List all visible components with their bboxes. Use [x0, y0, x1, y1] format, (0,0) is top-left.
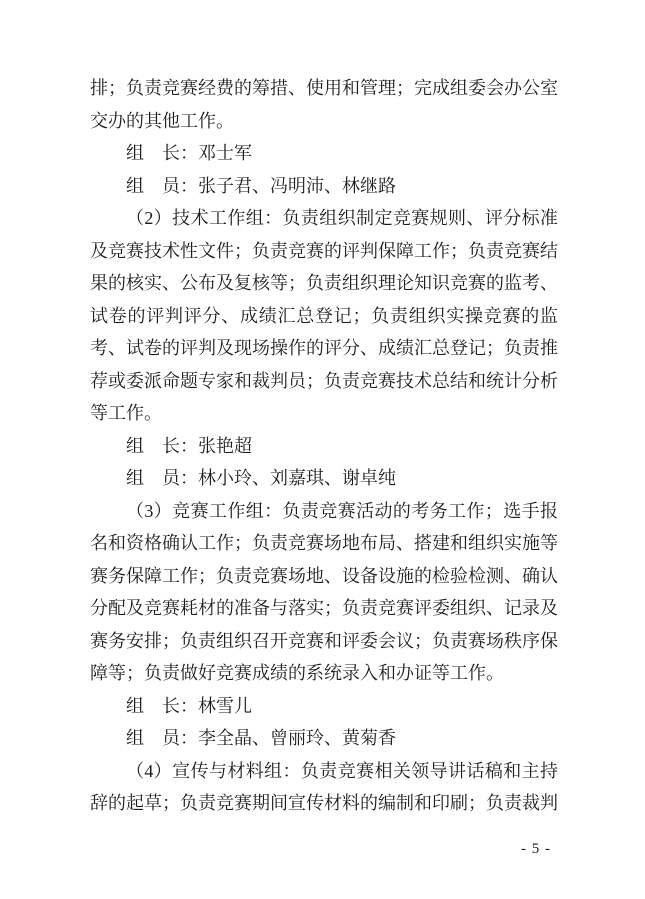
- para-technical-group: （2）技术工作组：负责组织制定竞赛规则、评分标准及竞赛技术性文件；负责竞赛的评判保障工作；负责竞赛结果的核实、公布及复核等；负责组织理论知识竞赛的监考、试卷的评判评分、成绩汇总登记；负责组织实操竞赛的监考、试卷的评判及现场操作的评分、成绩汇总登记；负责推荐或委派命题专家和裁判员；负责竞赛技术总结和统计分析等工作。: [90, 208, 558, 423]
- member-line-competition-group: 组 员：李全晶、曾丽玲、黄菊香: [126, 728, 396, 748]
- member-line-technical-group: 组 员：林小玲、刘嘉琪、谢卓纯: [126, 468, 396, 488]
- leader-line-technical-group: 组 长：张艳超: [126, 435, 252, 456]
- page-number: - 5 -: [521, 841, 551, 857]
- document-body: [90, 72, 558, 820]
- para-competition-group: （3）竞赛工作组：负责竞赛活动的考务工作；选手报名和资格确认工作；负责竞赛场地布局、搭建和组织实施等赛务保障工作；负责竞赛场地、设备设施的检验检测、确认分配及竞赛耗材的准备与落实；负责竞赛评委组织、记录及赛务安排；负责组织召开竞赛和评委会议；负责赛场秩序保障等；负责做好竞赛成绩的系统录入和办证等工作。: [90, 500, 558, 683]
- para-publicity-materials-group: （4）宣传与材料组：负责竞赛相关领导讲话稿和主持辞的起草；负责竞赛期间宣传材料的编制和印刷；负责裁判: [90, 760, 558, 813]
- para-continuation-funding: 排；负责竞赛经费的筹措、使用和管理；完成组委会办公室交办的其他工作。: [90, 78, 558, 131]
- leader-line-competition-group: 组 长：林雪儿: [126, 695, 252, 716]
- leader-line-office-group: 组 长：邓士军: [126, 143, 252, 163]
- member-line-office-group: 组 员：张子君、冯明沛、林继路: [126, 175, 396, 196]
